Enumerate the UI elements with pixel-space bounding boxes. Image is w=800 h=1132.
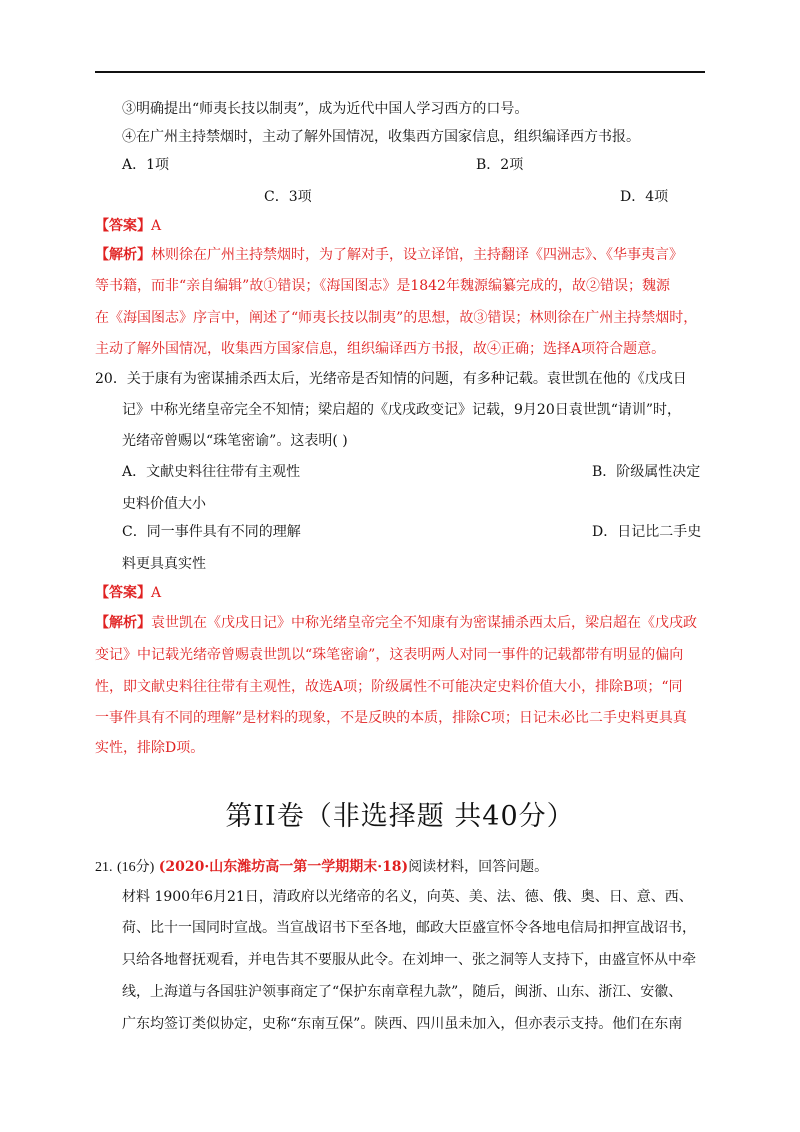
q19-analysis-line: 主动了解外国情况，收集西方国家信息，组织编译西方书报，故④正确；选择A项符合题意。 [95, 341, 666, 357]
q20-analysis-line [95, 613, 697, 633]
q20-analysis-line: 性，即文献史料往往带有主观性，故选A项；阶级属性不可能决定史料价值大小，排除B项；“同 [95, 679, 683, 695]
q21-material-line: 线，上海道与各国驻沪领事商定了“保护东南章程九款”，随后，闽浙、山东、浙江、安徽、 [122, 984, 683, 1000]
q19-item-3: ③明确提出“师夷长技以制夷”，成为近代中国人学习西方的口号。 [122, 101, 529, 117]
q20-option-c: C．同一事件具有不同的理解 [122, 524, 301, 540]
q21-material-line: 材料 1900年6月21日，清政府以光绪帝的名义，向英、美、法、德、俄、奥、日、意、西、 [122, 889, 693, 905]
q19-option-c: C．3项 [264, 189, 312, 205]
q19-analysis-line: 在《海国图志》序言中，阐述了“师夷长技以制夷”的思想，故③错误；林则徐在广州主持禁烟时， [95, 310, 698, 326]
q20-stem-line: 光绪帝曾赐以“珠笔密谕”。这表明( ) [122, 433, 348, 449]
q21-material-line: 广东均签订类似协定，史称“东南互保”。陕西、四川虽未加入，但亦表示支持。他们在东南 [122, 1016, 683, 1032]
question-points: (16分) [116, 860, 155, 875]
q20-analysis-line: 一事件具有不同的理解”是材料的现象，不是反映的本质，排除C项；日记未必比二手史料更具真 [95, 710, 687, 726]
q19-option-a: A．1项 [122, 157, 170, 173]
q20-option-b-continued: 史料价值大小 [122, 496, 206, 512]
analysis-text: 林则徐在广州主持禁烟时，为了解对手，设立译馆，主持翻译《四洲志》、《华事夷言》 [151, 247, 683, 263]
q20-option-b: B．阶级属性决定 [592, 464, 701, 480]
q20-option-d-continued: 料更具真实性 [122, 556, 206, 572]
q19-item-4: ④在广州主持禁烟时，主动了解外国情况，收集西方国家信息，组织编译西方书报。 [122, 129, 640, 145]
header-rule [95, 71, 705, 73]
q20-option-d: D．日记比二手史 [592, 524, 702, 540]
q20-analysis-line: 变记》中记载光绪帝曾赐袁世凯以“珠笔密谕”，这表明两人对同一事件的记载都带有明显的偏向 [95, 647, 684, 663]
q19-answer [95, 216, 161, 236]
q21-material-line: 荷、比十一国同时宣战。当宣战诏书下至各地，邮政大臣盛宣怀令各地电信局扣押宣战诏书， [122, 920, 696, 936]
q21-material-line: 只给各地督抚观看，并电告其不要服从此令。在刘坤一、张之洞等人支持下，由盛宣怀从中牵 [122, 952, 696, 968]
q19-analysis-line [95, 245, 683, 265]
q21-header [95, 857, 548, 878]
q20-option-a: A．文献史料往往带有主观性 [122, 464, 301, 480]
q20-analysis-line: 实性，排除D项。 [95, 740, 205, 756]
analysis-label: 【解析】 [95, 247, 151, 263]
q20-stem-line: 记》中称光绪皇帝完全不知情；梁启超的《戊戌政变记》记载，9月20日袁世凯“请训”时， [122, 402, 682, 418]
analysis-label: 【解析】 [95, 615, 151, 631]
answer-value: A [151, 585, 162, 601]
q20-answer [95, 583, 161, 603]
analysis-text: 袁世凯在《戊戌日记》中称光绪皇帝完全不知康有为密谋捕杀西太后，梁启超在《戊戌政 [151, 615, 697, 631]
q19-option-b: B．2项 [476, 157, 524, 173]
answer-label: 【答案】 [95, 585, 151, 601]
q19-analysis-line: 等书籍，而非“亲自编辑”故①错误；《海国图志》是1842年魏源编纂完成的，故②错误；魏源 [95, 278, 670, 294]
q19-option-d: D．4项 [620, 189, 669, 205]
answer-label: 【答案】 [95, 218, 151, 234]
answer-value: A [151, 218, 162, 234]
q20-stem-line: 20．关于康有为密谋捕杀西太后，光绪帝是否知情的问题，有多种记载。袁世凯在他的《戊戌日 [95, 371, 687, 387]
question-number: 21. [95, 860, 113, 875]
question-source: (2020·山东潍坊高一第一学期期末·18) [158, 859, 409, 875]
question-prompt: 阅读材料，回答问题。 [408, 859, 549, 875]
section-title: 第II卷（非选择题 共40分） [225, 801, 575, 832]
